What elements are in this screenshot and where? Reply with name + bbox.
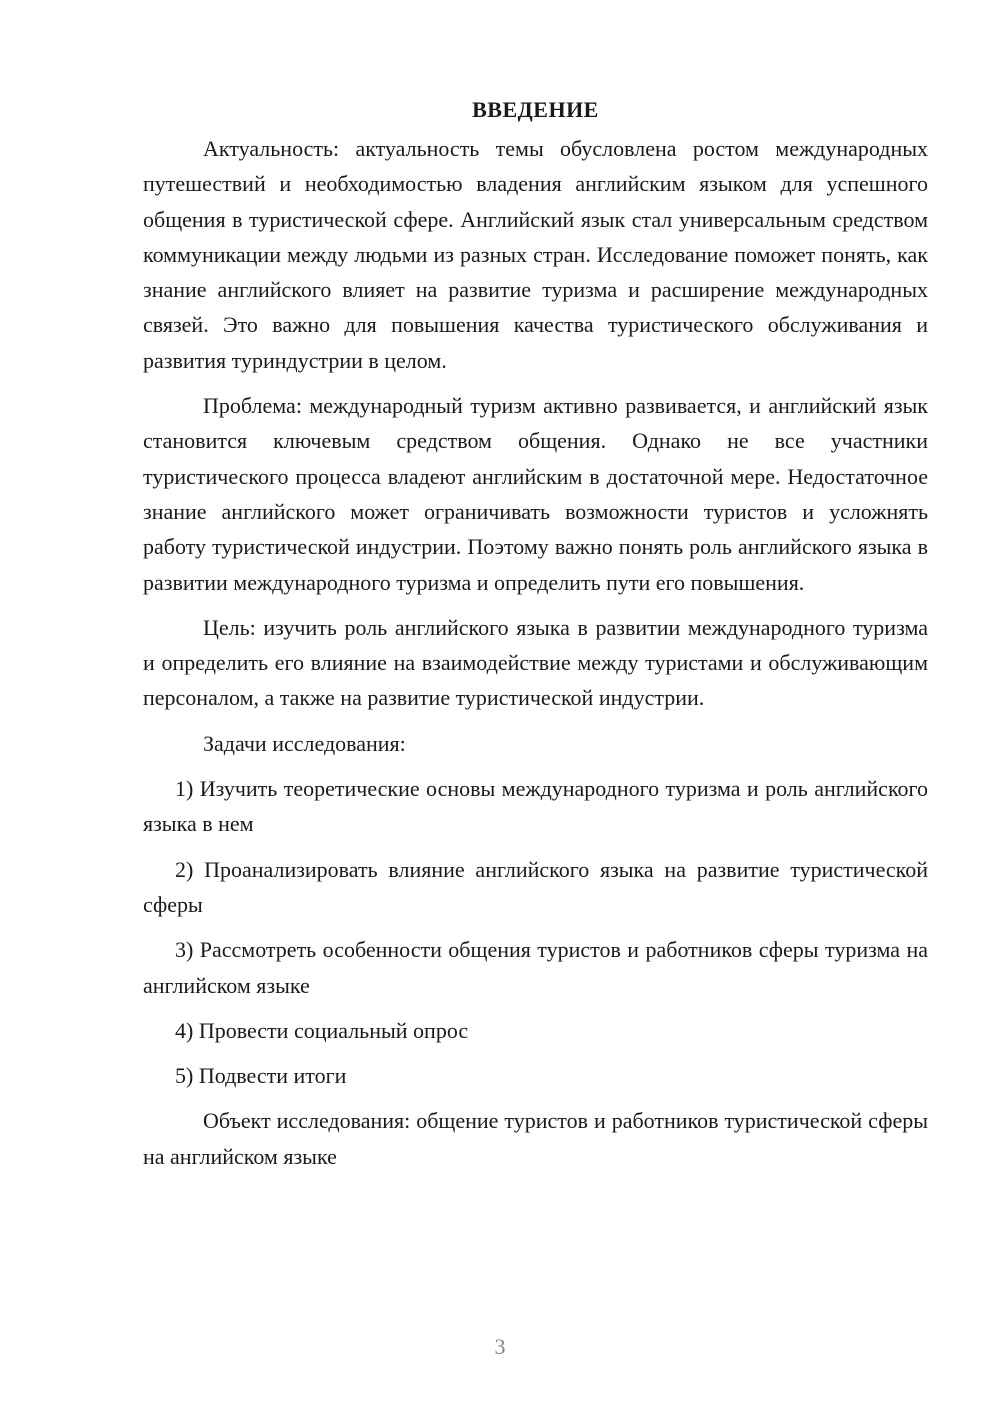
task-item: 5) Подвести итоги <box>175 1063 347 1089</box>
goal-paragraph: Цель: изучить роль английского языка в развитии международного туризма и определить его влияние на взаимодействие между туристами и обслуживающим персоналом, а также на развитие туристической индустрии. <box>143 614 928 711</box>
task-item: 3) Рассмотреть особенности общения туристов и работников сферы туризма на английском языке <box>143 937 928 998</box>
task-item: 4) Провести социальный опрос <box>175 1017 469 1043</box>
object-paragraph: Объект исследования: общение туристов и работников туристической сферы на английском языке <box>143 1108 928 1169</box>
page-content <box>143 92 928 1184</box>
task-item: 2) Проанализировать влияние английского языка на развитие туристической сферы <box>143 856 928 917</box>
tasks-heading: Задачи исследования: <box>203 730 406 756</box>
task-item: 1) Изучить теоретические основы международного туризма и роль английского языка в нем <box>143 776 928 837</box>
problem-paragraph: Проблема: международный туризм активно развивается, и английский язык становится ключевым средством общения. Однако не все участники туристического процесса владеют английским в достаточной мере. Недостаточное знание английского может ограничивать возможности туристов и усложнять работу туристической индустрии. Поэтому важно понять роль английского языка в развитии международного туризма и определить пути его повышения. <box>143 393 928 595</box>
page-title: ВВЕДЕНИЕ <box>472 97 599 122</box>
page-number: 3 <box>494 1334 506 1359</box>
relevance-paragraph: Актуальность: актуальность темы обусловлена ростом международных путешествий и необходимостью владения английским языком для успешного общения в туристической сфере. Английский язык стал универсальным средством коммуникации между людьми из разных стран. Исследование поможет понять, как знание английского влияет на развитие туризма и расширение международных связей. Это важно для повышения качества туристического обслуживания и развития туриндустрии в целом. <box>143 136 928 373</box>
